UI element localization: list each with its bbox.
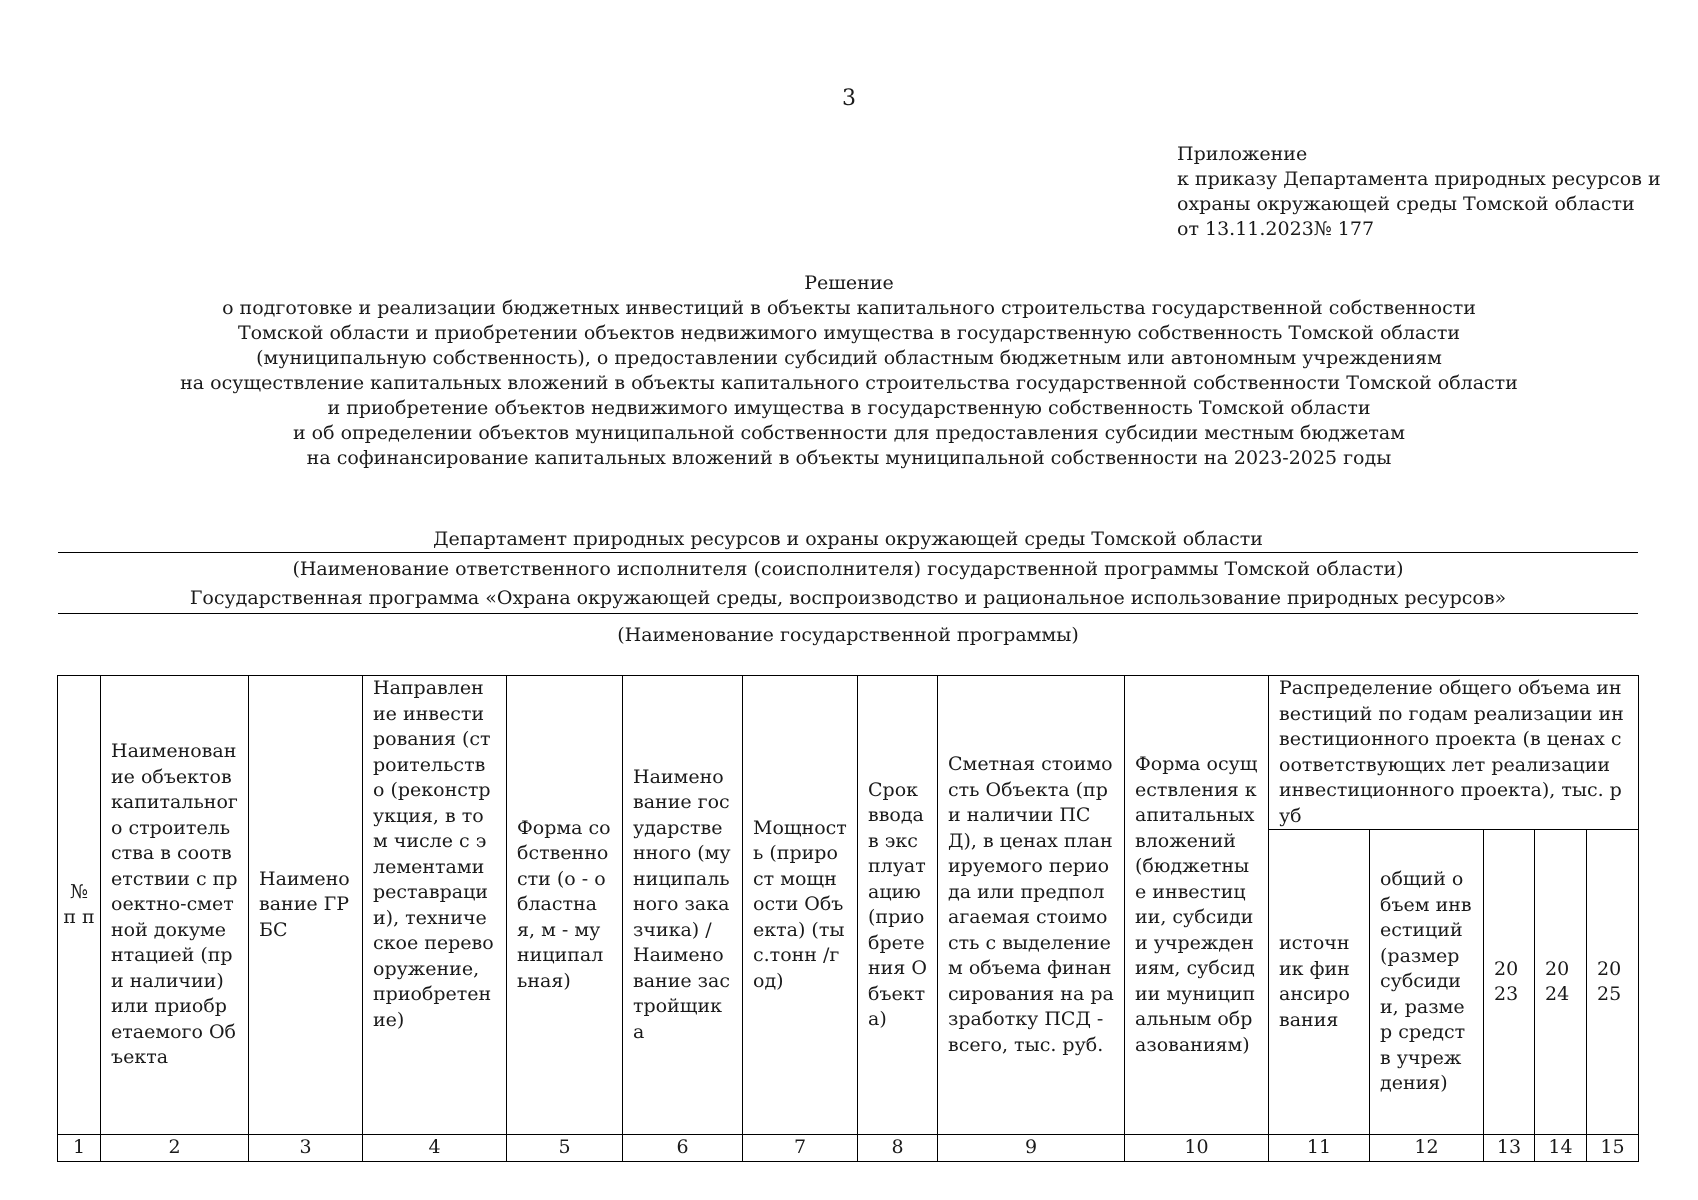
decision-line: (муниципальную собственность), о предоставлении субсидий областным бюджетным или автономным учреждениям	[256, 347, 1442, 369]
column-number: 15	[1587, 1135, 1639, 1162]
header-grbs: Наименование ГРБС	[249, 676, 363, 1135]
column-number: 12	[1370, 1135, 1484, 1162]
investment-table	[57, 675, 1639, 1162]
decision-title: Решение	[804, 272, 894, 294]
column-number: 7	[743, 1135, 858, 1162]
header-year-2023: 2023	[1484, 830, 1535, 1135]
program-caption: (Наименование государственной программы)	[617, 624, 1079, 646]
column-number: 3	[249, 1135, 363, 1162]
header-direction: Направление инвестирования (строительство (реконструкция, в том числе с элементами реставрации), техническое перевооружение, приобретение)	[363, 676, 507, 1135]
appendix-order-line: к приказу Департамента природных ресурсов и	[1177, 168, 1661, 190]
header-customer: Наименование государственного (муниципального заказчика) / Наименование застройщика	[623, 676, 743, 1135]
decision-line: о подготовке и реализации бюджетных инвестиций в объекты капитального строительства государственной собственности	[222, 297, 1476, 319]
header-estimated-cost: Сметная стоимость Объекта (при наличии ПСД), в ценах планируемого периода или предполагаемая стоимость с выделением объема финансирования на разработку ПСД - всего, тыс. руб.	[938, 676, 1125, 1135]
decision-line: и приобретение объектов недвижимого имущества в государственную собственность Томской области	[327, 397, 1371, 419]
header-commissioning: Срок ввода в эксплуатацию (приобретения Объекта)	[858, 676, 938, 1135]
appendix-department-line: охраны окружающей среды Томской области	[1177, 193, 1635, 215]
column-number: 10	[1125, 1135, 1269, 1162]
header-capacity: Мощность (прирост мощности Объекта) (тыс.тонн /год)	[743, 676, 858, 1135]
header-object-name: Наименование объектов капитального строительства в соответствии с проектно-сметной документацией (при наличии) или приобретаемого Объекта	[101, 676, 249, 1135]
column-number: 11	[1269, 1135, 1370, 1162]
appendix-date-number: от 13.11.2023№ 177	[1177, 218, 1375, 240]
executor-block	[58, 526, 1638, 654]
header-distribution-group: Распределение общего объема инвестиций по годам реализации инвестиционного проекта (в ценах соответствующих лет реализации инвестиционного проекта), тыс. руб	[1269, 676, 1639, 830]
program-name: Государственная программа «Охрана окружающей среды, воспроизводство и рациональное использование природных ресурсов»	[58, 583, 1638, 614]
decision-line: на софинансирование капитальных вложений в объекты муниципальной собственности на 2023-2025 годы	[306, 447, 1392, 469]
column-number: 2	[101, 1135, 249, 1162]
column-number: 8	[858, 1135, 938, 1162]
column-number: 9	[938, 1135, 1125, 1162]
column-number: 14	[1535, 1135, 1587, 1162]
decision-line: и об определении объектов муниципальной собственности для предоставления субсидии местным бюджетам	[292, 422, 1406, 444]
header-total-investment: общий объем инвестиций (размер субсидии, размер средств учреждения)	[1370, 830, 1484, 1135]
decision-line: Томской области и приобретении объектов недвижимого имущества в государственную собственность Томской области	[237, 322, 1461, 344]
header-investment-form: Форма осуществления капитальных вложений (бюджетные инвестиции, субсидии учреждениям, субсидии муниципальным образованиям)	[1125, 676, 1269, 1135]
executor-caption: (Наименование ответственного исполнителя (соисполнителя) государственной программы Томской области)	[292, 558, 1404, 580]
header-year-2024: 2024	[1535, 830, 1587, 1135]
header-row-number: № п п	[58, 676, 101, 1135]
column-number: 6	[623, 1135, 743, 1162]
column-number-row	[58, 1135, 1639, 1162]
header-ownership: Форма собственности (о - областная, м - муниципальная)	[507, 676, 623, 1135]
column-number: 5	[507, 1135, 623, 1162]
executor-name: Департамент природных ресурсов и охраны окружающей среды Томской области	[58, 526, 1638, 553]
header-year-2025: 2025	[1587, 830, 1639, 1135]
page-number: 3	[842, 86, 856, 111]
decision-line: на осуществление капитальных вложений в объекты капитального строительства государственной собственности Томской области	[180, 372, 1518, 394]
decision-heading	[0, 271, 1698, 471]
column-number: 13	[1484, 1135, 1535, 1162]
appendix-block	[1177, 142, 1661, 242]
column-number: 4	[363, 1135, 507, 1162]
appendix-title: Приложение	[1177, 143, 1308, 165]
column-number: 1	[58, 1135, 101, 1162]
header-funding-source: источник финансирования	[1269, 830, 1370, 1135]
